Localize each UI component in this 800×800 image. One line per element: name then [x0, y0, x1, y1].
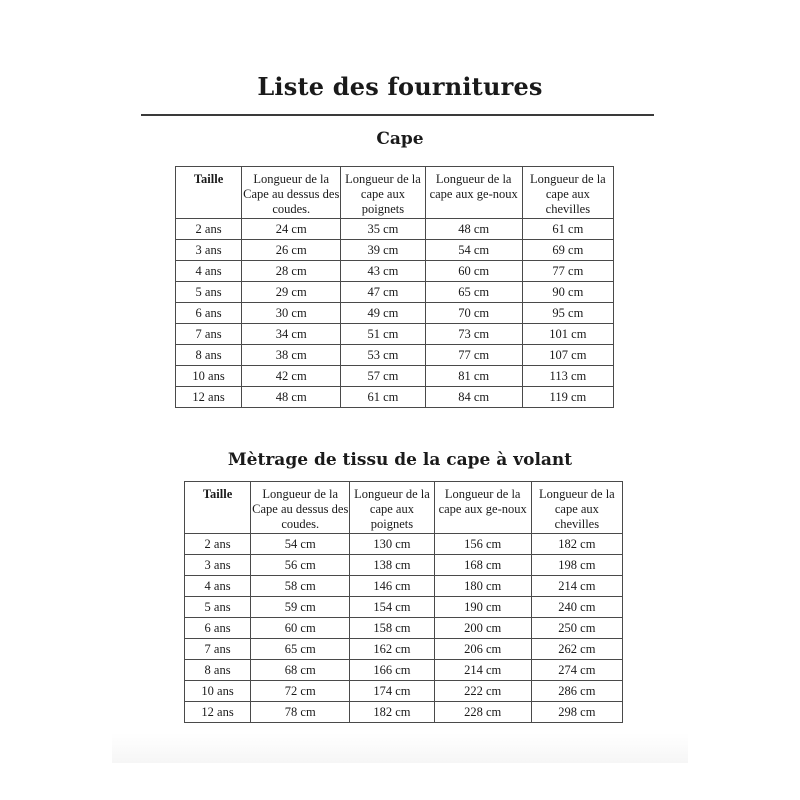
table-row [185, 618, 623, 639]
cell-genoux: 65 cm [425, 282, 522, 303]
cell-poignets: 158 cm [350, 618, 434, 639]
cell-taille: 3 ans [185, 555, 251, 576]
cell-taille: 3 ans [176, 240, 242, 261]
cell-coudes: 60 cm [251, 618, 350, 639]
table-row [176, 219, 614, 240]
cell-taille: 8 ans [176, 345, 242, 366]
cell-genoux: 200 cm [434, 618, 531, 639]
header-genoux: Longueur de la cape aux ge-noux [434, 482, 531, 534]
cell-chevilles: 90 cm [522, 282, 613, 303]
cell-coudes: 59 cm [251, 597, 350, 618]
header-coudes: Longueur de la Cape au dessus des coudes. [242, 167, 341, 219]
table-row [176, 366, 614, 387]
cell-chevilles: 95 cm [522, 303, 613, 324]
header-chevilles: Longueur de la cape aux chevilles [522, 167, 613, 219]
cell-genoux: 156 cm [434, 534, 531, 555]
table-row [185, 660, 623, 681]
cell-taille: 5 ans [176, 282, 242, 303]
cape-section-title: Cape [376, 129, 424, 149]
cell-taille: 2 ans [176, 219, 242, 240]
table-row [176, 345, 614, 366]
cell-genoux: 214 cm [434, 660, 531, 681]
cell-poignets: 154 cm [350, 597, 434, 618]
cell-coudes: 29 cm [242, 282, 341, 303]
header-poignets: Longueur de la cape aux poignets [350, 482, 434, 534]
cell-coudes: 48 cm [242, 387, 341, 408]
cell-genoux: 48 cm [425, 219, 522, 240]
cell-genoux: 54 cm [425, 240, 522, 261]
cell-poignets: 182 cm [350, 702, 434, 723]
header-coudes: Longueur de la Cape au dessus des coudes. [251, 482, 350, 534]
cell-chevilles: 113 cm [522, 366, 613, 387]
cell-chevilles: 274 cm [531, 660, 622, 681]
cell-poignets: 138 cm [350, 555, 434, 576]
cell-coudes: 78 cm [251, 702, 350, 723]
cell-taille: 12 ans [185, 702, 251, 723]
cell-coudes: 26 cm [242, 240, 341, 261]
cell-coudes: 30 cm [242, 303, 341, 324]
cell-genoux: 77 cm [425, 345, 522, 366]
cell-genoux: 70 cm [425, 303, 522, 324]
cell-genoux: 180 cm [434, 576, 531, 597]
cell-poignets: 49 cm [341, 303, 425, 324]
cell-taille: 10 ans [185, 681, 251, 702]
cell-coudes: 28 cm [242, 261, 341, 282]
cell-taille: 6 ans [185, 618, 251, 639]
title-divider [141, 114, 654, 116]
cell-coudes: 58 cm [251, 576, 350, 597]
table-row [185, 702, 623, 723]
table-row [176, 324, 614, 345]
cell-genoux: 222 cm [434, 681, 531, 702]
cell-taille: 12 ans [176, 387, 242, 408]
cell-poignets: 47 cm [341, 282, 425, 303]
table-row [176, 261, 614, 282]
cell-genoux: 228 cm [434, 702, 531, 723]
cell-chevilles: 119 cm [522, 387, 613, 408]
cell-taille: 2 ans [185, 534, 251, 555]
cell-coudes: 68 cm [251, 660, 350, 681]
table-row [185, 639, 623, 660]
cell-taille: 5 ans [185, 597, 251, 618]
volant-table-body [185, 534, 623, 723]
header-poignets: Longueur de la cape aux poignets [341, 167, 425, 219]
cell-coudes: 38 cm [242, 345, 341, 366]
cell-taille: 6 ans [176, 303, 242, 324]
cell-poignets: 174 cm [350, 681, 434, 702]
cape-size-table [175, 166, 614, 408]
table-row [185, 576, 623, 597]
table-row [176, 387, 614, 408]
cell-poignets: 130 cm [350, 534, 434, 555]
cell-chevilles: 262 cm [531, 639, 622, 660]
table-header-row [176, 167, 614, 219]
cell-taille: 4 ans [176, 261, 242, 282]
header-genoux: Longueur de la cape aux ge-noux [425, 167, 522, 219]
cell-coudes: 34 cm [242, 324, 341, 345]
cell-coudes: 24 cm [242, 219, 341, 240]
table-row [176, 303, 614, 324]
cell-genoux: 84 cm [425, 387, 522, 408]
header-taille: Taille [185, 482, 251, 534]
cell-chevilles: 198 cm [531, 555, 622, 576]
cell-poignets: 146 cm [350, 576, 434, 597]
cell-chevilles: 298 cm [531, 702, 622, 723]
cell-poignets: 166 cm [350, 660, 434, 681]
cell-poignets: 39 cm [341, 240, 425, 261]
cell-taille: 10 ans [176, 366, 242, 387]
volant-size-table [184, 481, 623, 723]
cell-chevilles: 69 cm [522, 240, 613, 261]
cell-genoux: 168 cm [434, 555, 531, 576]
cell-taille: 7 ans [185, 639, 251, 660]
page-title: Liste des fournitures [257, 72, 543, 101]
cell-chevilles: 101 cm [522, 324, 613, 345]
cell-coudes: 54 cm [251, 534, 350, 555]
cell-genoux: 81 cm [425, 366, 522, 387]
cape-table-body [176, 219, 614, 408]
header-chevilles: Longueur de la cape aux chevilles [531, 482, 622, 534]
cell-chevilles: 182 cm [531, 534, 622, 555]
cell-coudes: 56 cm [251, 555, 350, 576]
table-row [176, 282, 614, 303]
cell-taille: 8 ans [185, 660, 251, 681]
cell-genoux: 73 cm [425, 324, 522, 345]
cell-poignets: 35 cm [341, 219, 425, 240]
volant-section-title: Mètrage de tissu de la cape à volant [227, 450, 573, 470]
cell-genoux: 206 cm [434, 639, 531, 660]
cell-poignets: 162 cm [350, 639, 434, 660]
table-header-row [185, 482, 623, 534]
cell-genoux: 60 cm [425, 261, 522, 282]
cell-poignets: 61 cm [341, 387, 425, 408]
cell-coudes: 42 cm [242, 366, 341, 387]
cell-poignets: 57 cm [341, 366, 425, 387]
cell-taille: 4 ans [185, 576, 251, 597]
cell-chevilles: 107 cm [522, 345, 613, 366]
cell-coudes: 65 cm [251, 639, 350, 660]
cell-chevilles: 214 cm [531, 576, 622, 597]
cell-chevilles: 61 cm [522, 219, 613, 240]
header-taille: Taille [176, 167, 242, 219]
cell-poignets: 43 cm [341, 261, 425, 282]
table-row [185, 555, 623, 576]
table-row [185, 597, 623, 618]
cell-chevilles: 240 cm [531, 597, 622, 618]
table-row [176, 240, 614, 261]
table-row [185, 534, 623, 555]
cell-genoux: 190 cm [434, 597, 531, 618]
cell-taille: 7 ans [176, 324, 242, 345]
cell-coudes: 72 cm [251, 681, 350, 702]
cell-chevilles: 77 cm [522, 261, 613, 282]
table-row [185, 681, 623, 702]
cell-poignets: 53 cm [341, 345, 425, 366]
cell-chevilles: 250 cm [531, 618, 622, 639]
page-bottom-shadow [112, 733, 688, 763]
cell-poignets: 51 cm [341, 324, 425, 345]
cell-chevilles: 286 cm [531, 681, 622, 702]
